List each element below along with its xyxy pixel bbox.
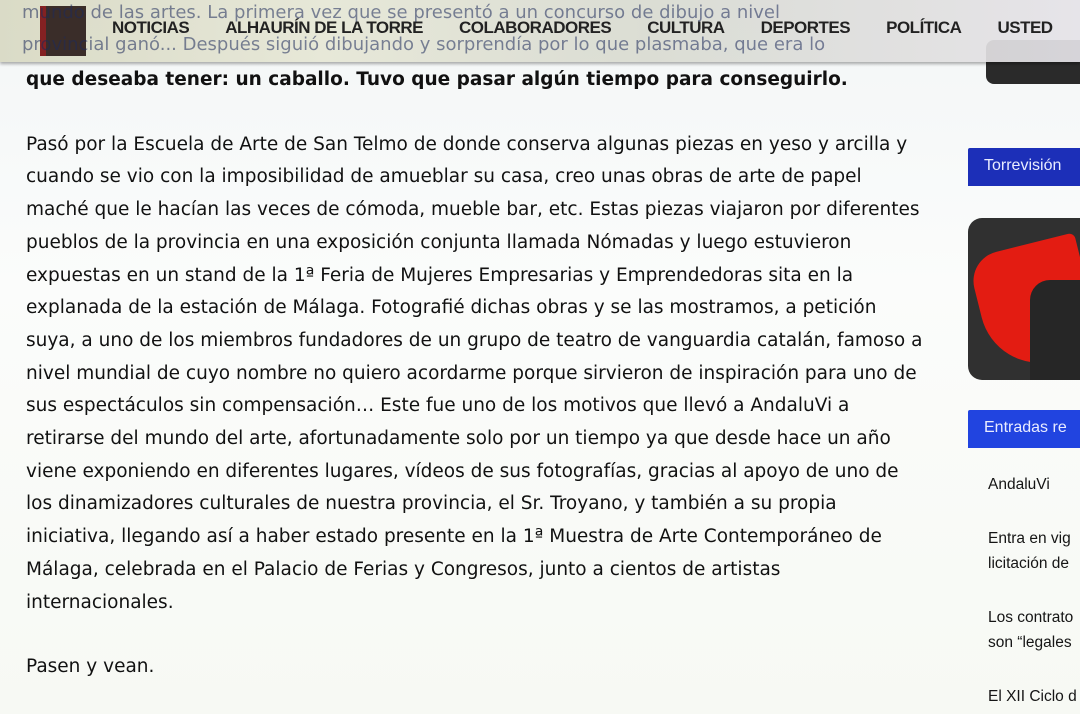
nav-item-usted[interactable]: USTED [997,18,1053,37]
torrevision-logo-banner[interactable] [968,218,1080,380]
recent-entry-2-line-2[interactable]: licitación de [988,555,1069,572]
right-sidebar [968,0,1080,714]
nav-item-politica[interactable]: POLÍTICA [886,18,962,37]
nav-item-colaboradores[interactable]: COLABORADORES [459,18,612,37]
nav-item-alhaurin[interactable]: ALHAURÍN DE LA TORRE [225,18,424,37]
article-paragraph-3: Pasen y vean. [26,656,155,678]
banner-dark-shape [1030,280,1080,380]
bleed-through-text-line-2: provincial ganó... Después siguió dibujando y sorprendía por lo que plasmaba, que era lo [22,34,826,55]
recent-entry-4[interactable]: El XII Ciclo d [988,688,1077,705]
article-paragraph-2: Pasó por la Escuela de Arte de San Telmo de donde conserva algunas piezas en yeso y arcilla y cuando se vio con la imposibilidad de amueblar su casa, creo unas obras de arte de papel maché que le hacían las veces de cómoda, mueble bar, etc. Estas piezas viajaron por diferentes pueblos de la provincia en una exposición conjunta llamada Nómadas y luego estuvieron expuestas en un stand de la 1ª Feria de Mujeres Empresarias y Emprendedoras sita en la explanada de la estación de Málaga. Fotografié dichas obras y se las mostramos, a petición suya, a uno de los miembros fundadores de un grupo de teatro de vanguardia catalán, famoso a nivel mundial de cuyo nombre no quiero acordarme porque sirvieron de inspiración para uno de sus espectáculos sin compensación… Este fue uno de los motivos que llevó a AndaluVi a retirarse del mundo del arte, afortunadamente solo por un tiempo ya que desde hace un año viene exponiendo en diferentes lugares, vídeos de sus fotografías, gracias al apoyo de uno de los dinamizadores culturales de nuestra provincia, el Sr. Troyano, y también a su propia iniciativa, llegando así a haber estado presente en la 1ª Muestra de Arte Contemporáneo de Málaga, celebrada en el Palacio de Ferias y Congresos, junto a cientos de artistas internacionales. [26,133,923,613]
main-nav [112,18,1053,38]
nav-item-deportes[interactable]: DEPORTES [760,18,851,37]
recent-entry-andaluvi[interactable]: AndaluVi [988,476,1050,493]
recent-entry-2-line-1[interactable]: Entra en vig [988,530,1071,547]
article-paragraph-1: que deseaba tener: un caballo. Tuvo que pasar algún tiempo para conseguirlo. [26,69,848,90]
recent-entry-3-line-2[interactable]: son “legales [988,634,1072,651]
top-navbar [0,0,1080,62]
article-body [26,64,926,684]
widget-header-recent-entries: Entradas re [968,410,1080,448]
nav-item-noticias[interactable]: NOTICIAS [112,18,190,37]
nav-item-cultura[interactable]: CULTURA [647,18,725,37]
bleed-through-text-line-1: mundo de las artes. La primera vez que se presentó a un concurso de dibujo a nivel [22,2,781,23]
site-logo[interactable] [40,6,86,56]
widget-header-torrevision[interactable]: Torrevisión [968,148,1080,186]
recent-entry-3-line-1[interactable]: Los contrato [988,609,1074,626]
